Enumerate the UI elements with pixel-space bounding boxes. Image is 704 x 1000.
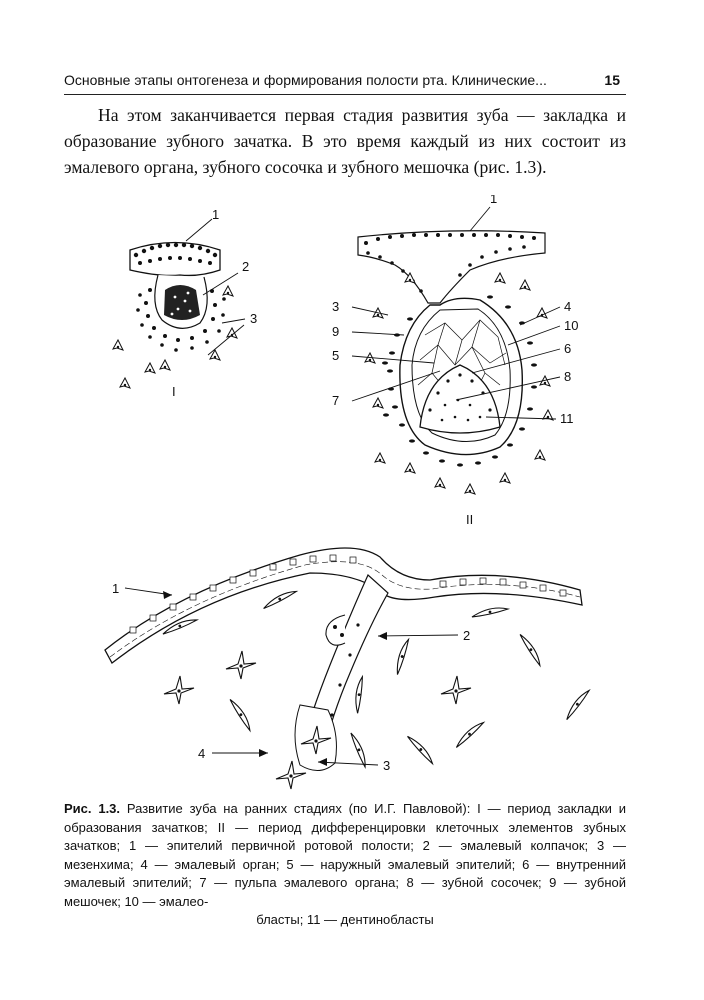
panel-I-label-1: 1 xyxy=(212,207,220,222)
panel-II-label-5: 5 xyxy=(332,348,340,363)
panel-II-label-11: 11 xyxy=(560,411,574,426)
body-paragraph: На этом заканчивается первая стадия развития зуба — закладка и образование зубного зачатка. В это время каждый из них состоит из эмалевого органа, зубного сосочка и зубного мешочка (рис. 1.3). xyxy=(64,105,626,177)
panel-II-label-4: 4 xyxy=(564,299,572,314)
panel-III-label-4: 4 xyxy=(198,746,206,761)
panel-II-diagram xyxy=(332,195,578,527)
panel-II-roman: II xyxy=(466,512,474,527)
panel-I-diagram xyxy=(113,207,257,399)
page-number: 15 xyxy=(604,72,620,88)
panel-I-label-2: 2 xyxy=(242,259,250,274)
figure-tooth-development xyxy=(0,195,704,795)
panel-II-label-10: 10 xyxy=(564,318,579,333)
panel-III-label-2: 2 xyxy=(463,628,471,643)
panel-I-roman: I xyxy=(172,384,176,399)
running-title: Основные этапы онтогенеза и формирования полости рта. Клинические... xyxy=(64,72,547,88)
panel-III-label-1: 1 xyxy=(112,581,120,596)
panel-II-label-7: 7 xyxy=(332,393,340,408)
panel-II-label-1: 1 xyxy=(490,195,498,206)
page-header xyxy=(64,68,626,95)
caption-last-line: бласты; 11 — дентинобласты xyxy=(256,912,434,927)
panel-III-label-3: 3 xyxy=(383,758,391,773)
panel-II-label-9: 9 xyxy=(332,324,340,339)
figure-caption xyxy=(64,800,626,930)
panel-II-label-6: 6 xyxy=(564,341,572,356)
caption-text: Развитие зуба на ранних стадиях (по И.Г. Павловой): I — период закладки и образования зачатков; II — период дифференцировки клеточных элементов зубных зачатков; 1 — эпителий первичной ротовой полости; 2 — эмалевый колпачок; 3 — мезенхима; 4 — эмалевый орган; 5 — наружный эмалевый эпителий; 6 — внутренний эмалевый эпителий; 7 — пульпа эмалевого органа; 8 — зубной сосочек; 9 — зубной мешочек; 10 — эмалео- xyxy=(64,801,626,909)
panel-I-label-3: 3 xyxy=(250,311,258,326)
panel-II-label-8: 8 xyxy=(564,369,572,384)
panel-III-diagram xyxy=(105,548,594,789)
panel-II-label-3: 3 xyxy=(332,299,340,314)
caption-label: Рис. 1.3. xyxy=(64,801,121,816)
